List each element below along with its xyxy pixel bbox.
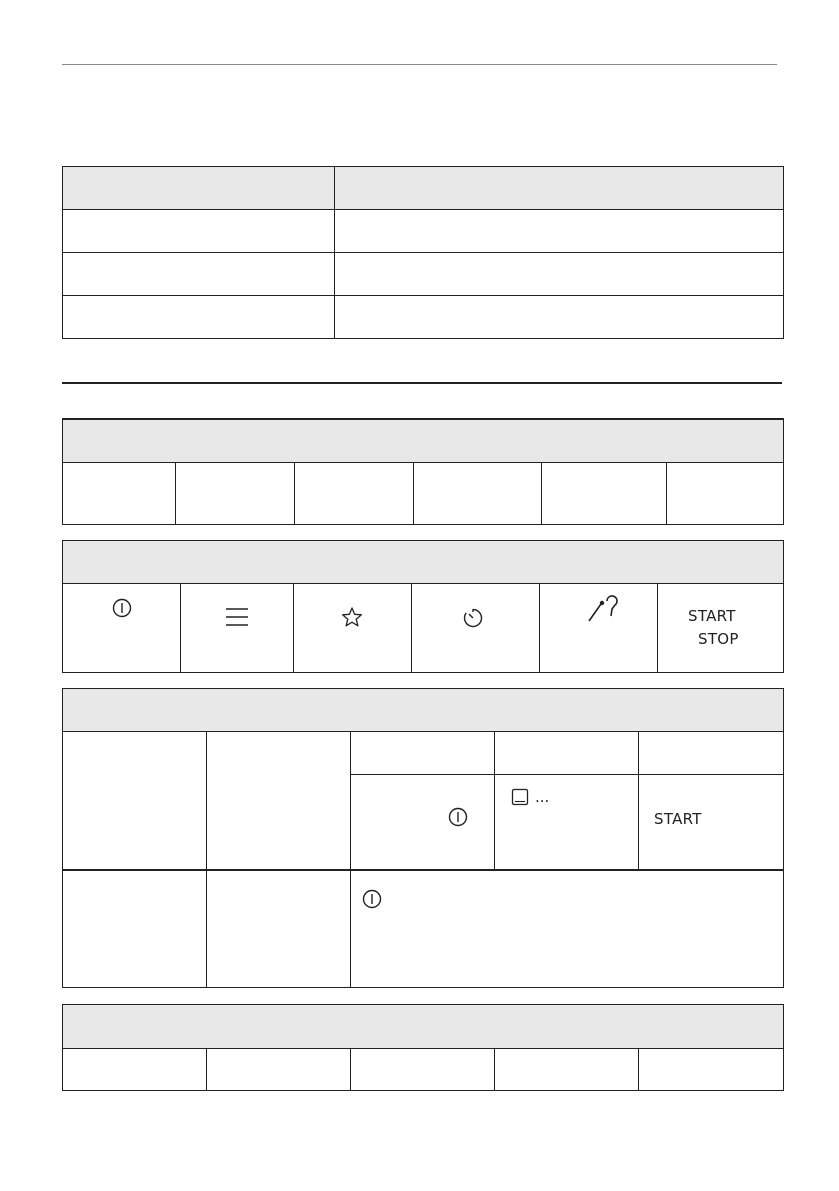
- table-cell: [351, 1049, 495, 1091]
- favourite-cell: [294, 584, 412, 673]
- table-cell: [63, 210, 335, 253]
- table-row: [63, 462, 784, 524]
- table-row: [63, 253, 784, 296]
- section-rule: [62, 382, 782, 384]
- table-cell: [63, 870, 207, 988]
- table-cell: [295, 462, 414, 524]
- steps-table: [62, 688, 784, 988]
- table-cell: [335, 296, 784, 339]
- table-cell: [207, 870, 351, 988]
- header-cell: [63, 541, 784, 584]
- probe-cell: [540, 584, 658, 673]
- table-cell: [414, 462, 542, 524]
- table-header-row: [63, 419, 784, 462]
- stop-button[interactable]: STOP: [698, 630, 739, 648]
- table-cell: [63, 296, 335, 339]
- table-cell: [667, 462, 784, 524]
- oven-display-icon: [511, 788, 529, 806]
- step-power-cell: [351, 775, 495, 870]
- control-panel-table: [62, 540, 784, 673]
- table-cell: [63, 462, 176, 524]
- table-cell: [176, 462, 295, 524]
- table-row: [63, 210, 784, 253]
- step-start-cell: [639, 775, 784, 870]
- spec-table: [62, 166, 784, 339]
- start-button[interactable]: START: [654, 810, 702, 828]
- menu-cell: [181, 584, 294, 673]
- timer-icon[interactable]: [462, 607, 484, 629]
- step-display-cell: [495, 775, 639, 870]
- table-cell: [335, 210, 784, 253]
- table-cell: [542, 462, 667, 524]
- table-row: [63, 870, 784, 988]
- table-header-row: [63, 689, 784, 732]
- table-cell: [495, 1049, 639, 1091]
- header-rule: [62, 64, 777, 65]
- header-cell: [335, 167, 784, 210]
- step-note-cell: [351, 870, 784, 988]
- power-icon[interactable]: [111, 597, 133, 619]
- header-cell: [63, 167, 335, 210]
- table-row: [63, 296, 784, 339]
- section-table-2: [62, 1004, 784, 1091]
- ellipsis-text: ...: [535, 788, 550, 806]
- power-cell: [63, 584, 181, 673]
- header-cell: [63, 1005, 784, 1049]
- table-header-row: [63, 167, 784, 210]
- table-row: [63, 732, 784, 775]
- header-cell: [63, 419, 784, 462]
- table-row: [63, 1049, 784, 1091]
- table-cell: [207, 1049, 351, 1091]
- start-button[interactable]: START: [688, 607, 736, 625]
- probe-icon[interactable]: [585, 594, 621, 624]
- table-row: [63, 584, 784, 673]
- start-stop-cell: [658, 584, 784, 673]
- section-table-1: [62, 418, 784, 525]
- table-cell: [63, 732, 207, 870]
- power-icon[interactable]: [447, 806, 469, 828]
- table-cell: [639, 732, 784, 775]
- table-cell: [207, 732, 351, 870]
- table-cell: [63, 253, 335, 296]
- table-header-row: [63, 1005, 784, 1049]
- star-icon[interactable]: [341, 606, 363, 628]
- power-icon[interactable]: [361, 888, 383, 910]
- table-cell: [351, 732, 495, 775]
- header-cell: [63, 689, 784, 732]
- table-cell: [639, 1049, 784, 1091]
- timer-cell: [412, 584, 540, 673]
- table-cell: [495, 732, 639, 775]
- table-cell: [63, 1049, 207, 1091]
- menu-icon[interactable]: [225, 606, 249, 628]
- table-cell: [335, 253, 784, 296]
- table-header-row: [63, 541, 784, 584]
